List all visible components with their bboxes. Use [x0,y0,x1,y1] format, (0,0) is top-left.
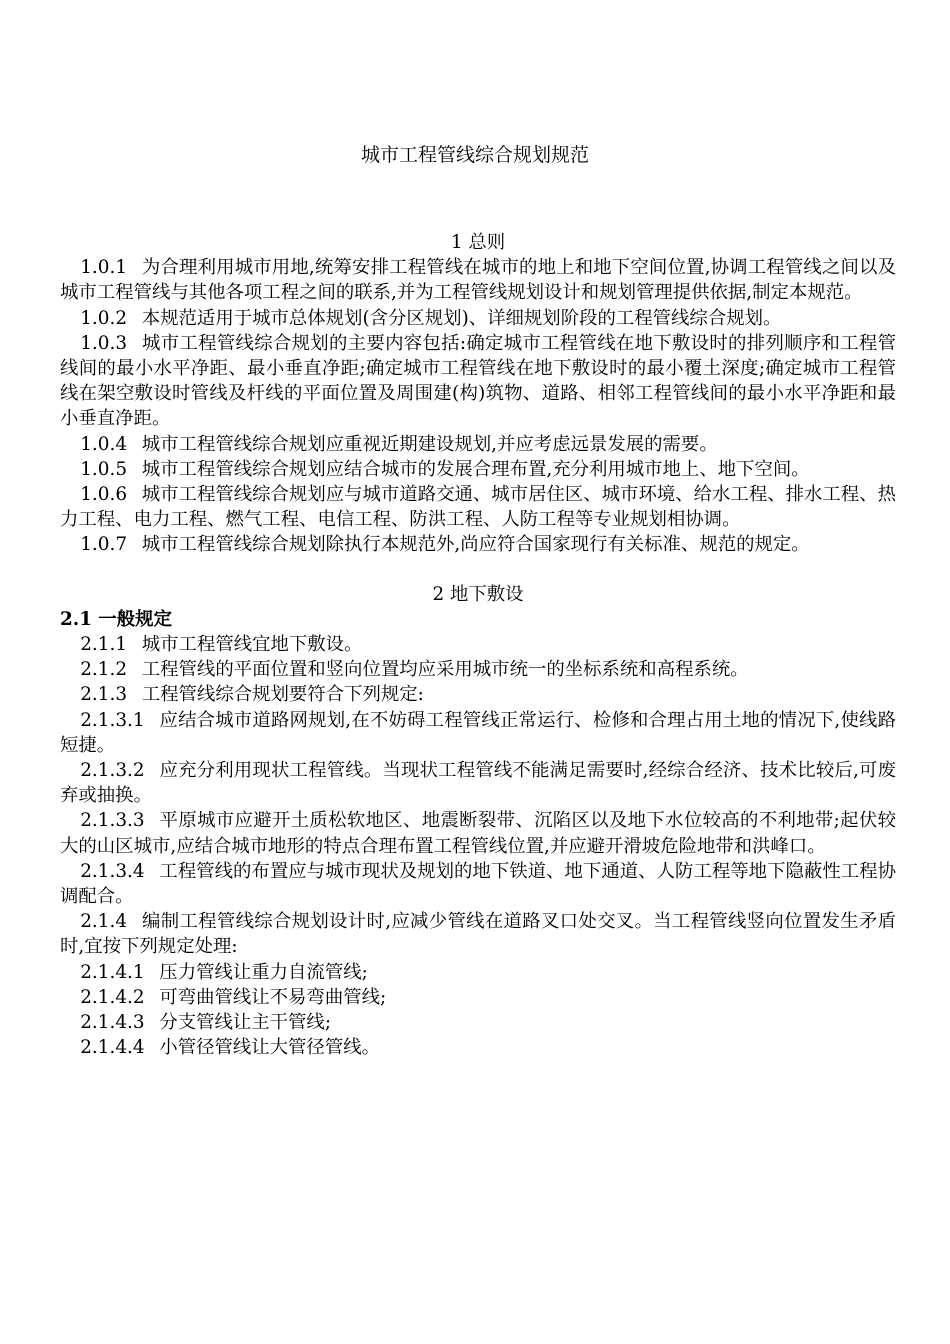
clause-paragraph [60,859,896,909]
clause-number: 2.1.4.4 [80,1037,145,1059]
clause-number: 1.0.4 [80,433,128,455]
clause-text: 城市工程管线综合规划应结合城市的发展合理布置,充分利用城市地上、地下空间。 [141,458,810,480]
clause-text: 压力管线让重力自流管线; [159,961,368,983]
clause-text: 为合理利用城市用地,统筹安排工程管线在城市的地上和地下空间位置,协调工程管线之间以及城市工程管线与其他各项工程之间的联系,并为工程管线规划设计和规划管理提供依据,制定本规范。 [60,257,896,304]
clause-number: 1.0.1 [80,257,128,279]
clause-paragraph [60,255,896,305]
clause-number: 1.0.5 [80,458,128,480]
clause-paragraph [60,331,896,432]
chapter-2-paragraphs [60,632,896,1060]
clause-text: 本规范适用于城市总体规划(含分区规划)、详细规划阶段的工程管线综合规划。 [141,307,782,329]
clause-number: 2.1.3.4 [80,860,145,882]
clause-number: 2.1.3.2 [80,760,145,782]
clause-paragraph [60,708,896,758]
document-title: 城市工程管线综合规划规范 [360,144,589,166]
clause-text: 城市工程管线综合规划应与城市道路交通、城市居住区、城市环境、给水工程、排水工程、热力工程、电力工程、燃气工程、电信工程、防洪工程、人防工程等专业规划相协调。 [60,484,896,531]
clause-paragraph [60,632,896,657]
clause-text: 城市工程管线综合规划应重视近期建设规划,并应考虑远景发展的需要。 [141,433,718,455]
section-2-1-heading: 2.1 一般规定 [60,608,172,630]
clause-text: 分支管线让主干管线; [159,1012,332,1034]
clause-text: 应充分利用现状工程管线。当现状工程管线不能满足需要时,经综合经济、技术比较后,可废弃或抽换。 [60,760,896,807]
clause-text: 工程管线综合规划要符合下列规定: [141,684,424,706]
clause-paragraph [60,457,896,482]
clause-number: 1.0.6 [80,484,128,506]
clause-paragraph [60,808,896,858]
clause-number: 2.1.4.3 [80,1012,145,1034]
clause-paragraph [60,960,896,985]
clause-paragraph [60,432,896,457]
document-body [60,230,896,1061]
clause-number: 1.0.3 [80,332,128,354]
clause-number: 2.1.4.1 [80,961,145,983]
clause-text: 小管径管线让大管径管线。 [159,1037,380,1059]
clause-paragraph [60,532,896,557]
clause-paragraph [60,657,896,682]
clause-paragraph [60,909,896,959]
clause-text: 可弯曲管线让不易弯曲管线; [159,986,387,1008]
clause-text: 工程管线的布置应与城市现状及规划的地下铁道、地下通道、人防工程等地下隐蔽性工程协调配合。 [60,860,896,908]
clause-number: 1.0.2 [80,307,128,329]
clause-number: 2.1.3.3 [80,810,145,832]
clause-paragraph [60,482,896,532]
clause-text: 平原城市应避开土质松软地区、地震断裂带、沉陷区以及地下水位较高的不利地带;起伏较大的山区城市,应结合城市地形的特点合理布置工程管线位置,并应避开滑坡危险地带和洪峰口。 [60,810,896,857]
clause-number: 2.1.4.2 [80,986,145,1008]
clause-paragraph [60,1010,896,1035]
clause-paragraph [60,306,896,331]
chapter-1-paragraphs [60,255,896,557]
clause-text: 编制工程管线综合规划设计时,应减少管线在道路叉口处交叉。当工程管线竖向位置发生矛盾时,宜按下列规定处理: [60,911,896,958]
clause-number: 1.0.7 [80,534,128,556]
chapter-2-heading: 2 地下敷设 [432,583,524,605]
clause-text: 城市工程管线宜地下敷设。 [141,634,363,656]
clause-number: 2.1.3.1 [80,709,145,731]
clause-text: 城市工程管线综合规划的主要内容包括:确定城市工程管线在地下敷设时的排列顺序和工程管线间的最小水平净距、最小垂直净距;确定城市工程管线在地下敷设时的最小覆土深度;确定城市工程管线在架空敷设时管线及杆线的平面位置及周围建(构)筑物、道路、相邻工程管线间的最小水平净距和最小垂直净距。 [60,332,896,430]
clause-paragraph [60,682,896,707]
clause-number: 2.1.1 [80,634,128,656]
chapter-1-heading: 1 总则 [450,232,506,253]
clause-number: 2.1.4 [80,911,128,933]
clause-text: 城市工程管线综合规划除执行本规范外,尚应符合国家现行有关标准、规范的规定。 [141,534,810,556]
clause-text: 工程管线的平面位置和竖向位置均应采用城市统一的坐标系统和高程系统。 [141,659,749,681]
clause-number: 2.1.2 [80,659,128,681]
clause-text: 应结合城市道路网规划,在不妨碍工程管线正常运行、检修和合理占用土地的情况下,使线路短捷。 [60,709,896,756]
clause-paragraph [60,985,896,1010]
clause-number: 2.1.3 [80,684,128,706]
clause-paragraph [60,1035,896,1060]
clause-paragraph [60,758,896,808]
